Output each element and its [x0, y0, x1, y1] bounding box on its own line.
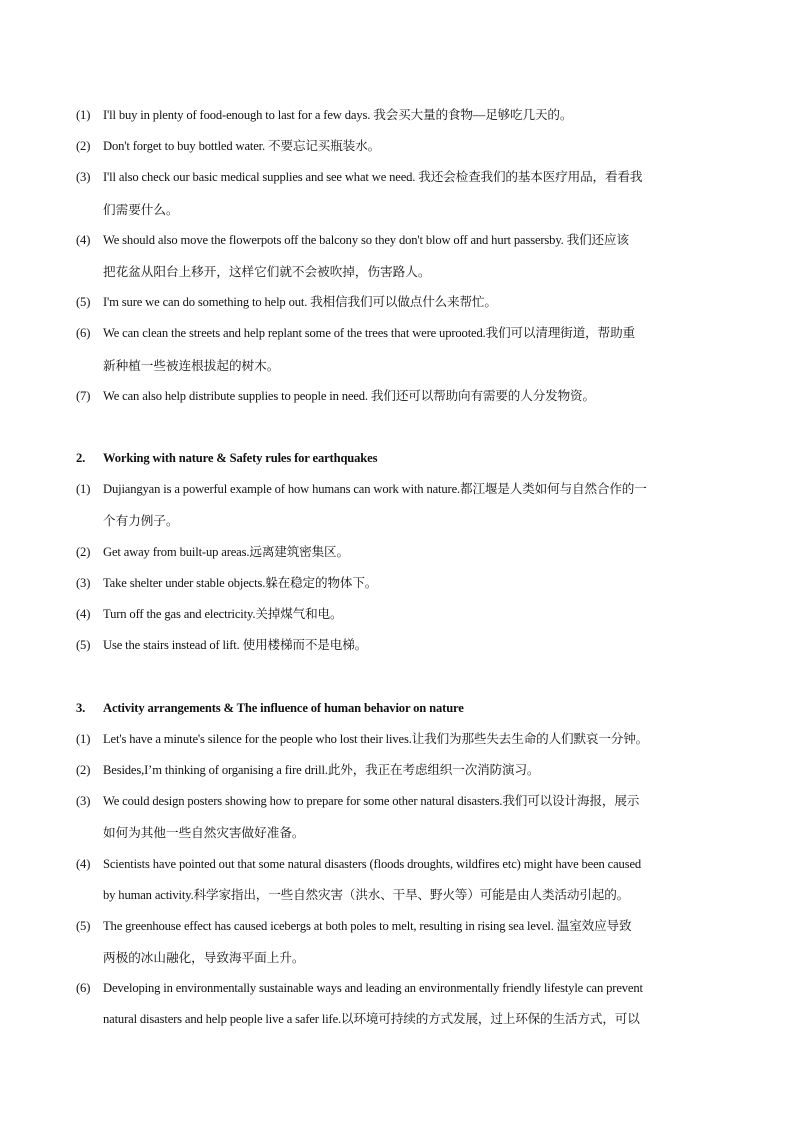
list-item: [74, 973, 722, 1004]
list-item: [74, 755, 722, 786]
item-text: natural disasters and help people live a safer life.以环境可持续的方式发展，过上环保的生活方式，可以: [103, 1012, 640, 1027]
list-item: [74, 131, 722, 162]
item-number: (2): [76, 544, 91, 559]
document-content: [74, 100, 722, 1036]
list-item: [74, 724, 722, 755]
item-number: (1): [76, 482, 91, 497]
item-number: (1): [76, 731, 91, 746]
item-number: (6): [76, 326, 91, 341]
list-item: [74, 537, 722, 568]
item-number: (2): [76, 762, 91, 777]
section-number: 2.: [76, 451, 86, 466]
section-heading: [74, 693, 722, 724]
list-item: [74, 287, 722, 318]
item-number: (6): [76, 981, 91, 996]
item-text: 如何为其他一些自然灾害做好准备。: [103, 825, 305, 841]
item-number: (5): [76, 918, 91, 933]
item-text: by human activity.科学家指出，一些自然灾害（洪水、干旱、野火等）可能是由人类活动引起的。: [103, 887, 630, 902]
item-text: Use the stairs instead of lift. 使用楼梯而不是电梯。: [103, 638, 368, 653]
item-number: (3): [76, 170, 91, 185]
item-text: The greenhouse effect has caused icebergs at both poles to melt, resulting in rising sea level. 温室效应导致: [103, 918, 632, 933]
item-text: Scientists have pointed out that some natural disasters (floods droughts, wildfires etc) might have been caused: [103, 856, 642, 871]
item-number: (4): [76, 856, 91, 871]
item-text: We can clean the streets and help replant some of the trees that were uprooted.我们可以清理街道，帮助重: [103, 326, 635, 341]
item-text: 把花盆从阳台上移开，这样它们就不会被吹掉，伤害路人。: [103, 263, 431, 279]
list-item: [74, 225, 722, 256]
item-number: (3): [76, 794, 91, 809]
list-item-continuation: [74, 1004, 722, 1035]
list-item-continuation: [74, 942, 722, 973]
list-item: [74, 568, 722, 599]
list-item-continuation: [74, 194, 722, 225]
item-text: Let's have a minute's silence for the people who lost their lives.让我们为那些失去生命的人们默哀一分钟。: [103, 731, 649, 746]
list-item-continuation: [74, 505, 722, 536]
list-item: [74, 100, 722, 131]
item-number: (7): [76, 388, 91, 403]
item-text: 两极的冰山融化，导致海平面上升。: [103, 950, 305, 966]
list-item-continuation: [74, 350, 722, 381]
list-item: [74, 849, 722, 880]
item-text: 新种植一些被连根拔起的树木。: [103, 357, 280, 373]
list-item-continuation: [74, 256, 722, 287]
item-text: I'll buy in plenty of food-enough to last for a few days. 我会买大量的食物—足够吃几天的。: [103, 108, 573, 122]
list-item-continuation: [74, 817, 722, 848]
section-title: Activity arrangements & The influence of human behavior on nature: [103, 700, 464, 715]
section-title: Working with nature & Safety rules for earthquakes: [103, 451, 378, 466]
item-text: Turn off the gas and electricity.关掉煤气和电。: [103, 607, 343, 621]
item-text: We can also help distribute supplies to people in need. 我们还可以帮助向有需要的人分发物资。: [103, 388, 595, 403]
item-text: Besides,I’m thinking of organising a fire drill.此外，我正在考虑组织一次消防演习。: [103, 762, 540, 777]
item-text: Get away from built-up areas.远离建筑密集区。: [103, 544, 349, 559]
item-number: (4): [76, 607, 91, 621]
list-item: [74, 381, 722, 412]
item-text: Dujiangyan is a powerful example of how humans can work with nature.都江堰是人类如何与自然合作的一: [103, 482, 647, 497]
item-text: We should also move the flowerpots off the balcony so they don't blow off and hurt passersby. 我们还应该: [103, 232, 629, 247]
item-text: 们需要什么。: [103, 201, 179, 217]
item-text: I'm sure we can do something to help out. 我相信我们可以做点什么来帮忙。: [103, 295, 497, 310]
section-gap: [74, 412, 722, 443]
item-text: 个有力例子。: [103, 513, 179, 529]
item-text: Don't forget to buy bottled water. 不要忘记买瓶装水。: [103, 139, 381, 154]
item-text: We could design posters showing how to prepare for some other natural disasters.我们可以设计海报，展示: [103, 794, 640, 809]
list-item: [74, 474, 722, 505]
list-item: [74, 786, 722, 817]
list-item-continuation: [74, 880, 722, 911]
item-number: (1): [76, 108, 91, 122]
section-heading: [74, 443, 722, 474]
item-text: Developing in environmentally sustainable ways and leading an environmentally friendly lifestyle can prevent: [103, 981, 643, 996]
list-item: [74, 911, 722, 942]
item-number: (5): [76, 638, 91, 653]
item-number: (5): [76, 295, 91, 310]
list-item: [74, 630, 722, 661]
item-text: I'll also check our basic medical supplies and see what we need. 我还会检查我们的基本医疗用品，看看我: [103, 170, 643, 185]
section-gap: [74, 661, 722, 692]
list-item: [74, 599, 722, 630]
item-number: (3): [76, 575, 91, 590]
item-text: Take shelter under stable objects.躲在稳定的物体下。: [103, 575, 378, 590]
item-number: (4): [76, 232, 91, 247]
section-number: 3.: [76, 700, 86, 715]
list-item: [74, 162, 722, 193]
item-number: (2): [76, 139, 91, 154]
list-item: [74, 318, 722, 349]
